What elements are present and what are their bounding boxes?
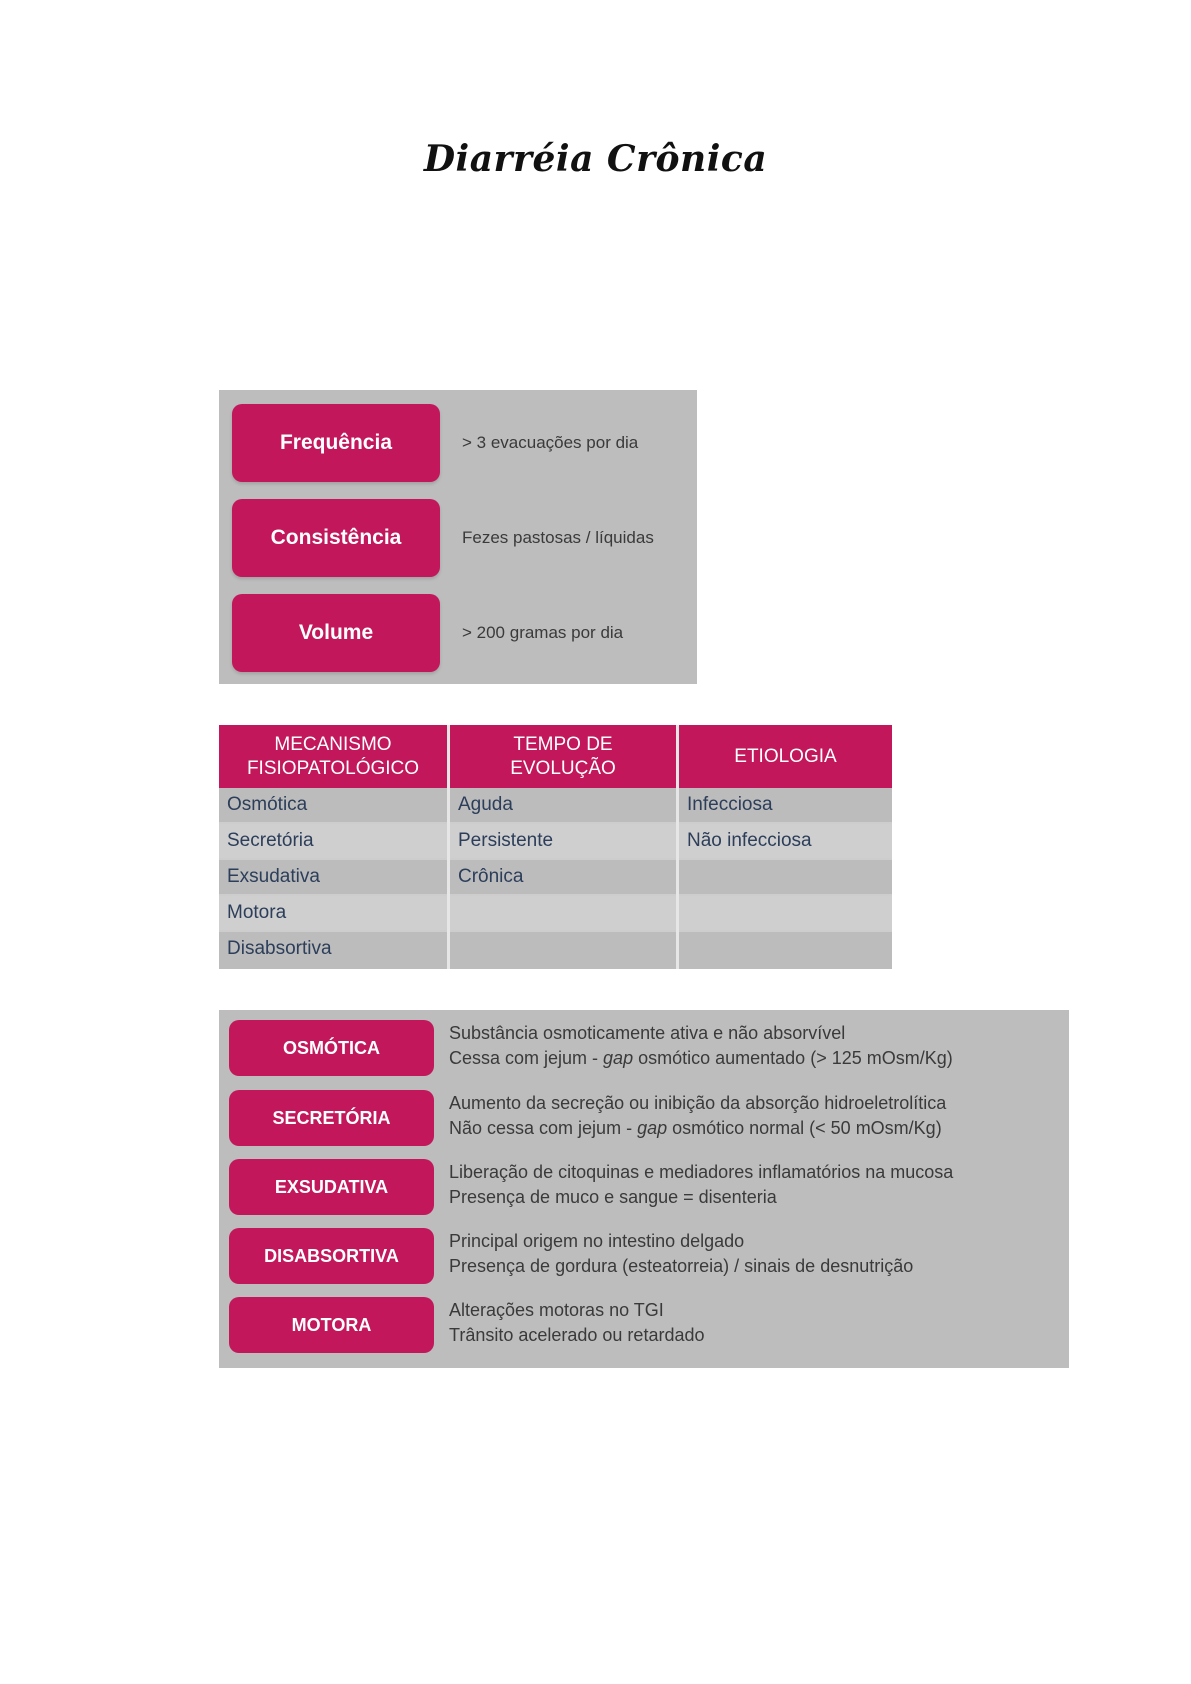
header-line: EVOLUÇÃO bbox=[510, 757, 616, 779]
page-title: Diarréia Crônica bbox=[423, 138, 768, 180]
table-cell: Osmótica bbox=[227, 794, 308, 815]
mechanism-description bbox=[449, 1021, 953, 1071]
table-cell: Motora bbox=[227, 902, 287, 923]
text-segment: Cessa com jejum - bbox=[449, 1048, 604, 1068]
criteria-description: > 3 evacuações por dia bbox=[462, 433, 639, 452]
header-line: TEMPO DE bbox=[513, 733, 613, 755]
table-cell bbox=[679, 896, 687, 930]
text-segment: Trânsito acelerado ou retardado bbox=[449, 1325, 705, 1345]
mechanism-label: EXSUDATIVA bbox=[229, 1159, 434, 1215]
text-emphasis: gap bbox=[603, 1048, 634, 1068]
mechanism-label: SECRETÓRIA bbox=[229, 1090, 434, 1146]
text-segment: Não cessa com jejum - bbox=[449, 1118, 638, 1138]
mechanism-row-malabsorptive bbox=[229, 1228, 1059, 1284]
mechanism-description bbox=[449, 1229, 913, 1279]
classification-table bbox=[219, 725, 892, 969]
mechanism-row-motor bbox=[229, 1297, 1059, 1353]
description-line-2 bbox=[449, 1185, 953, 1210]
table-cell bbox=[679, 932, 687, 966]
description-line-1: Aumento da secreção ou inibição da absorção hidroeletrolítica bbox=[449, 1093, 947, 1113]
description-line-1: Principal origem no intestino delgado bbox=[449, 1231, 745, 1251]
table-cell: Aguda bbox=[458, 794, 513, 815]
description-line-2 bbox=[449, 1254, 913, 1279]
table-row bbox=[219, 932, 892, 969]
mechanism-row-exudative bbox=[229, 1159, 1059, 1215]
header-line: FISIOPATOLÓGICO bbox=[246, 757, 420, 779]
table-row bbox=[219, 788, 892, 822]
mechanism-label: DISABSORTIVA bbox=[229, 1228, 434, 1284]
text-segment: osmótico aumentado (> 125 mOsm/Kg) bbox=[633, 1048, 953, 1068]
criteria-label: Volume bbox=[232, 594, 440, 672]
mechanism-row-secretory bbox=[229, 1090, 1059, 1146]
criteria-description: Fezes pastosas / líquidas bbox=[462, 528, 654, 547]
text-emphasis: gap bbox=[637, 1118, 668, 1138]
mechanism-description bbox=[449, 1298, 705, 1348]
text-segment: osmótico normal (< 50 mOsm/Kg) bbox=[667, 1118, 942, 1138]
column-divider bbox=[676, 725, 679, 969]
table-header-mechanism bbox=[219, 725, 447, 788]
mechanism-row-osmotic bbox=[229, 1020, 1059, 1076]
mechanism-label: MOTORA bbox=[229, 1297, 434, 1353]
table-cell: Infecciosa bbox=[687, 794, 773, 815]
description-line-2 bbox=[449, 1046, 953, 1071]
criteria-description: > 200 gramas por dia bbox=[462, 623, 624, 642]
text-segment: Presença de gordura (esteatorreia) / sinais de desnutrição bbox=[449, 1256, 914, 1276]
table-cell: Secretória bbox=[227, 830, 314, 851]
table-cell: Disabsortiva bbox=[227, 938, 332, 959]
table-cell: Exsudativa bbox=[227, 866, 320, 887]
table-cell bbox=[450, 932, 458, 966]
table-row bbox=[219, 860, 892, 894]
table-header-etiology bbox=[679, 725, 892, 788]
table-row bbox=[219, 896, 892, 930]
table-header-evolution bbox=[450, 725, 676, 788]
description-line-2 bbox=[449, 1323, 705, 1348]
table-row bbox=[219, 824, 892, 858]
description-line-2 bbox=[449, 1116, 946, 1141]
criteria-row-frequency bbox=[232, 404, 692, 482]
table-cell: Não infecciosa bbox=[687, 830, 812, 851]
mechanisms-panel bbox=[219, 1010, 1069, 1368]
header-line: ETIOLOGIA bbox=[734, 745, 837, 767]
table-cell: Crônica bbox=[458, 866, 524, 887]
table-cell bbox=[450, 896, 458, 930]
mechanism-label: OSMÓTICA bbox=[229, 1020, 434, 1076]
description-line-1: Liberação de citoquinas e mediadores inflamatórios na mucosa bbox=[449, 1162, 954, 1182]
mechanism-description bbox=[449, 1160, 953, 1210]
criteria-row-volume bbox=[232, 594, 692, 672]
table-cell: Persistente bbox=[458, 830, 554, 851]
description-line-1: Alterações motoras no TGI bbox=[449, 1300, 664, 1320]
header-line: MECANISMO bbox=[274, 733, 392, 755]
text-segment: Presença de muco e sangue = disenteria bbox=[449, 1187, 777, 1207]
mechanism-description bbox=[449, 1091, 946, 1141]
criteria-label: Frequência bbox=[232, 404, 440, 482]
criteria-row-consistency bbox=[232, 499, 692, 577]
criteria-panel bbox=[219, 390, 697, 684]
description-line-1: Substância osmoticamente ativa e não absorvível bbox=[449, 1023, 846, 1043]
column-divider bbox=[447, 725, 450, 969]
criteria-label: Consistência bbox=[232, 499, 440, 577]
table-cell bbox=[679, 860, 687, 894]
